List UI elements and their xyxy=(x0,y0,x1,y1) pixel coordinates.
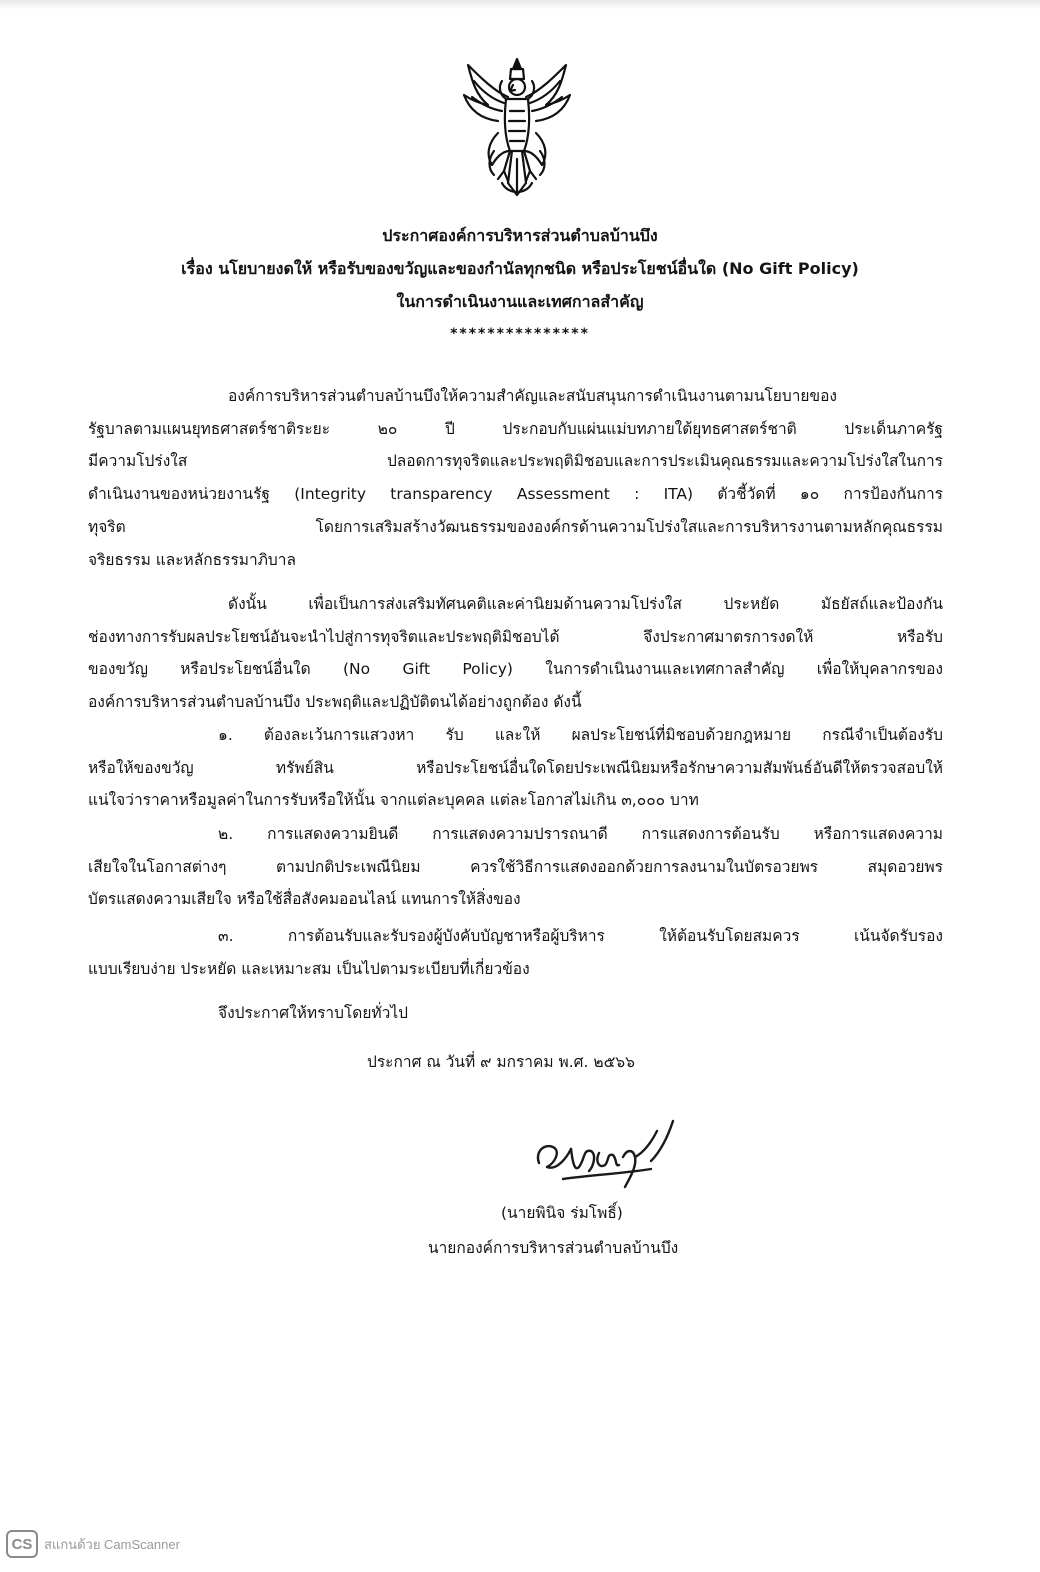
paragraph-line: รัฐบาลตามแผนยุทธศาสตร์ชาติระยะ ๒๐ ปี ประกอบกับแผ่นแม่บทภายใต้ยุทธศาสตร์ชาติ ประเด็นภาครัฐ xyxy=(88,419,943,438)
camscanner-logo-icon: CS xyxy=(6,1530,38,1558)
list-item-1 xyxy=(88,719,943,817)
paragraph-line: ทุจริต โดยการเสริมสร้างวัฒนธรรมขององค์กรด้านความโปร่งใสและการบริหารงานตามหลักคุณธรรม xyxy=(88,517,943,536)
signatory-position: นายกองค์การบริหารส่วนตำบลบ้านบึง xyxy=(428,1239,679,1257)
garuda-emblem-icon xyxy=(458,55,576,205)
header-subject-continued: ในการดำเนินงานและเทศกาลสำคัญ xyxy=(396,292,644,311)
announcement-line: จึงประกาศให้ทราบโดยทั่วไป xyxy=(218,1004,408,1022)
document-header xyxy=(0,219,1040,351)
handwritten-signature xyxy=(533,1113,683,1195)
camscanner-watermark xyxy=(6,1528,180,1560)
scan-edge-shadow xyxy=(0,0,1040,10)
paragraph-line: มีความโปร่งใส ปลอดการทุจริตและประพฤติมิชอบและการประเมินคุณธรรมและความโปร่งใสในการ xyxy=(88,452,943,471)
header-separator: *************** xyxy=(450,326,590,342)
paragraph-line: องค์การบริหารส่วนตำบลบ้านบึงให้ความสำคัญและสนับสนุนการดำเนินงานตามนโยบายของ xyxy=(228,387,837,405)
header-subject: เรื่อง นโยบายงดให้ หรือรับของขวัญและของกำนัลทุกชนิด หรือประโยชน์อื่นใด (No Gift Policy) xyxy=(181,259,859,278)
signatory-name: (นายพินิจ ร่มโพธิ์) xyxy=(501,1204,623,1222)
list-item-2 xyxy=(88,818,943,916)
header-title: ประกาศองค์การบริหารส่วนตำบลบ้านบึง xyxy=(382,226,658,245)
paragraph-line: ของขวัญ หรือประโยชน์อื่นใด (No Gift Policy) ในการดำเนินงานและเทศกาลสำคัญ เพื่อให้บุคลากรของ xyxy=(88,660,943,679)
paragraph-line: ๑. ต้องละเว้นการแสวงหา รับ และให้ ผลประโยชน์ที่มิชอบด้วยกฎหมาย กรณีจำเป็นต้องรับ xyxy=(218,726,943,744)
paragraph-line: จริยธรรม และหลักธรรมาภิบาล xyxy=(88,550,296,569)
paragraph-line: ดำเนินงานของหน่วยงานรัฐ (Integrity transparency Assessment : ITA) ตัวชี้วัดที่ ๑๐ การป้องกันการ xyxy=(88,485,943,504)
paragraph-line: องค์การบริหารส่วนตำบลบ้านบึง ประพฤติและปฏิบัติตนได้อย่างถูกต้อง ดังนี้ xyxy=(88,693,582,712)
camscanner-text: สแกนด้วย CamScanner xyxy=(44,1536,180,1552)
paragraph-line: บัตรแสดงความเสียใจ หรือใช้สื่อสังคมออนไลน์ แทนการให้สิ่งของ xyxy=(88,890,521,909)
paragraph-1 xyxy=(88,380,943,576)
paragraph-line: ๓. การต้อนรับและรับรองผู้บังคับบัญชาหรือผู้บริหาร ให้ต้อนรับโดยสมควร เน้นจัดรับรอง xyxy=(218,927,943,945)
paragraph-line: หรือให้ของขวัญ ทรัพย์สิน หรือประโยชน์อื่นใดโดยประเพณีนิยมหรือรักษาความสัมพันธ์อันดีให้ตรวจสอบให้ xyxy=(88,758,943,777)
paragraph-line: แบบเรียบง่าย ประหยัด และเหมาะสม เป็นไปตามระเบียบที่เกี่ยวข้อง xyxy=(88,959,530,978)
paragraph-line: เสียใจในโอกาสต่างๆ ตามปกติประเพณีนิยม ควรใช้วิธีการแสดงออกด้วยการลงนามในบัตรอวยพร สมุดอวยพร xyxy=(88,857,943,876)
paragraph-line: ดังนั้น เพื่อเป็นการส่งเสริมทัศนคติและค่านิยมด้านความโปร่งใส ประหยัด มัธยัสถ์และป้องกัน xyxy=(228,595,943,613)
announcement-date: ประกาศ ณ วันที่ ๙ มกราคม พ.ศ. ๒๕๖๖ xyxy=(367,1053,635,1071)
paragraph-line: ช่องทางการรับผลประโยชน์อันจะนำไปสู่การทุจริตและประพฤติมิชอบได้ จึงประกาศมาตรการงดให้ หรือรับ xyxy=(88,627,943,646)
list-item-3 xyxy=(88,920,943,985)
paragraph-line: ๒. การแสดงความยินดี การแสดงความปรารถนาดี การแสดงการต้อนรับ หรือการแสดงความ xyxy=(218,825,943,843)
paragraph-2 xyxy=(88,588,943,719)
paragraph-line: แน่ใจว่าราคาหรือมูลค่าในการรับหรือให้นั้น จากแต่ละบุคคล แต่ละโอกาสไม่เกิน ๓,๐๐๐ บาท xyxy=(88,791,699,810)
